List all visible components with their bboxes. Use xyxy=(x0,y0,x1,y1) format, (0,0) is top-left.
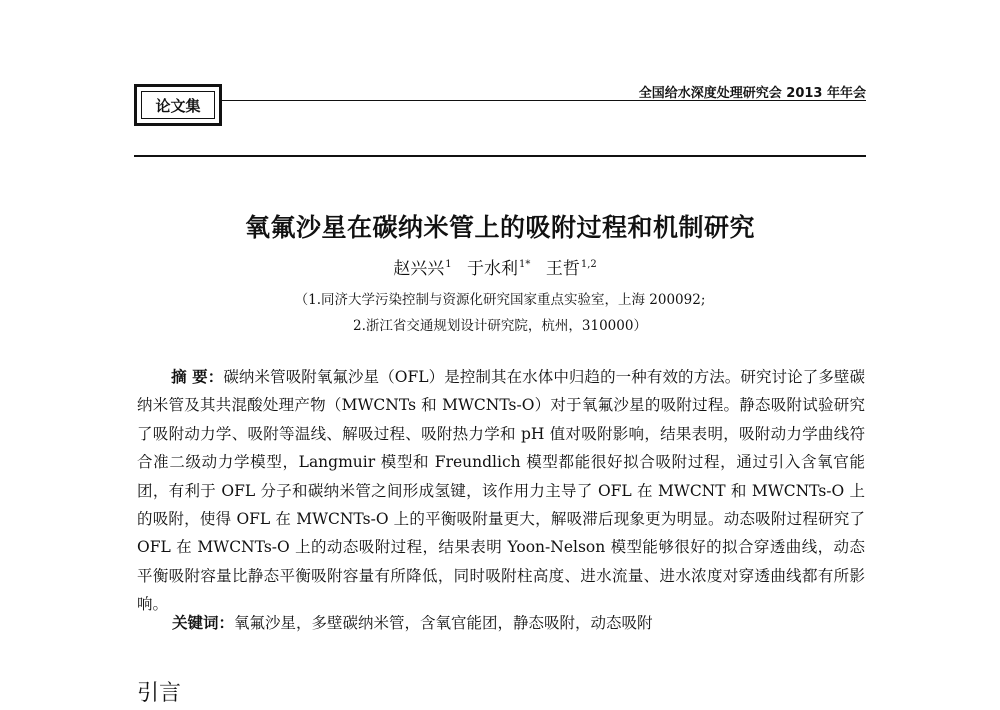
author-name: 王哲 xyxy=(545,259,580,279)
collection-tag-box xyxy=(134,84,222,126)
header-rule-bottom xyxy=(134,155,866,157)
keywords-label: 关键词： xyxy=(172,614,235,632)
author-affiliation-mark: 1,2 xyxy=(580,259,597,270)
affiliation-line: （1.同济大学污染控制与资源化研究国家重点实验室，上海 200092; xyxy=(294,292,706,308)
abstract-text: 碳纳米管吸附氧氟沙星（OFL）是控制其在水体中归趋的一种有效的方法。研究讨论了多壁碳纳米管及其共混酸处理产物（MWCNTs 和 MWCNTs-O）对于氧氟沙星的吸附过程。静态吸附试验研究了吸附动力学、吸附等温线、解吸过程、吸附热力学和 pH 值对吸附影响，结果表明，吸附动力学曲线符合准二级动力学模型，Langmuir 模型和 Freundlich 模型都能很好拟合吸附过程，通过引入含氧官能团，有利于 OFL 分子和碳纳米管之间形成氢键，该作用力主导了 OFL 在 MWCNT 和 MWCNTs-O 上的吸附，使得 OFL 在 MWCNTs-O 上的平衡吸附量更大，解吸滞后现象更为明显。动态吸附过程研究了 OFL 在 MWCNTs-O 上的动态吸附过程，结果表明 Yoon-Nelson 模型能够很好的拟合穿透曲线，动态平衡吸附容量比静态平衡吸附容量有所降低，同时吸附柱高度、进水流量、进水浓度对穿透曲线都有所影响。 xyxy=(137,368,865,614)
author-list xyxy=(0,254,1000,279)
abstract-paragraph xyxy=(137,363,865,619)
affiliation-line: 2.浙江省交通规划设计研究院，杭州，310000） xyxy=(353,318,647,334)
author-name: 于水利 xyxy=(467,259,519,279)
conference-name: 全国给水深度处理研究会 2013 年年会 xyxy=(638,86,866,101)
paper-title: 氧氟沙星在碳纳米管上的吸附过程和机制研究 xyxy=(244,213,755,242)
abstract xyxy=(137,363,865,619)
author-affiliation-mark: 1* xyxy=(519,259,531,270)
author-name: 赵兴兴 xyxy=(393,259,445,279)
abstract-label: 摘 要： xyxy=(171,368,224,386)
author-affiliation-mark: 1 xyxy=(445,259,452,270)
keywords-text: 氧氟沙星，多壁碳纳米管，含氧官能团，静态吸附，动态吸附 xyxy=(234,614,653,632)
keywords xyxy=(172,611,653,633)
collection-tag: 论文集 xyxy=(141,91,215,119)
section-heading: 引言 xyxy=(137,681,182,706)
